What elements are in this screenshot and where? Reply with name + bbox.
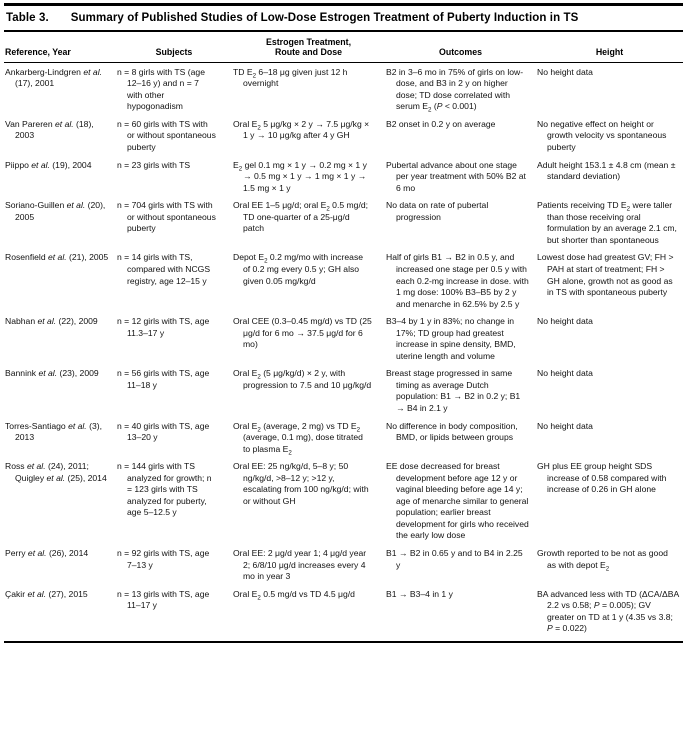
cell-outcomes: Half of girls B1 → B2 in 0.5 y, and increased one stage per 0.5 y with each 0.2-mg increase in dose. with 1 mg dose: 100% B3–B5 by 2 y and menarche in 62.5% by 2.5 y (386, 252, 529, 309)
cell-outcomes: B2 in 3–6 mo in 75% of girls on low-dose, and B3 in 2 y on higher dose; TD dose correlated with serum $E_2$ (P < 0.001) (386, 66, 524, 115)
cell-reference: Soriano-Guillen et al. (20), 2005 (5, 200, 106, 222)
cell-outcomes: No difference in body composition, BMD, or lipids between groups (386, 420, 518, 443)
cell-height: GH plus EE group height SDS increase of 0.58 compared with increase of 0.26 in GH alone (537, 461, 667, 495)
column-header-reference: Reference, Year (4, 32, 116, 62)
cell-subjects: n = 92 girls with TS, age 7–13 y (117, 547, 210, 570)
header-row (4, 32, 683, 62)
table-row (4, 117, 683, 158)
cell-treatment: Depot $E_2$ 0.2 mg/mo with increase of 0.2 mg every 0.5 y; GH also given 0.05 mg/kg/d (233, 252, 364, 286)
table-row (4, 366, 683, 418)
column-header-treatment (232, 32, 385, 62)
cell-subjects: n = 56 girls with TS, age 11–18 y (117, 368, 210, 390)
table-row (4, 419, 683, 460)
cell-outcomes: B1 → B2 in 0.65 y and to B4 in 2.25 y (386, 547, 523, 570)
cell-reference: Rosenfield et al. (21), 2005 (5, 252, 109, 263)
table-row (4, 459, 683, 546)
cell-subjects: n = 12 girls with TS, age 11.3–17 y (117, 316, 210, 338)
cell-reference: Nabhan et al. (22), 2009 (5, 316, 98, 327)
column-header-height: Height (536, 32, 683, 62)
table-bottom-rule (4, 641, 683, 643)
cell-height: Lowest dose had greatest GV; FH > PAH at start of treatment; FH > GH alone, growth not as good as in TS with spontaneous puberty (537, 252, 674, 298)
table-row (4, 587, 683, 639)
cell-subjects: n = 704 girls with TS with or without spontaneous puberty (117, 200, 216, 234)
cell-outcomes: B2 onset in 0.2 y on average (386, 118, 496, 129)
cell-subjects: n = 13 girls with TS, age 11–17 y (117, 588, 210, 611)
table-header (4, 32, 683, 62)
cell-height: No height data (537, 66, 593, 77)
cell-outcomes: B3–4 by 1 y in 83%; no change in 17%; TD group had greatest increase in spine density, BMD, uterine length and volume (386, 316, 516, 361)
table-row (4, 198, 683, 250)
cell-reference: Piippo et al. (19), 2004 (5, 159, 92, 170)
cell-subjects: n = 14 girls with TS, compared with NCGS registry, age 12–15 y (117, 252, 211, 286)
table-row (4, 62, 683, 117)
cell-subjects: n = 40 girls with TS, age 13–20 y (117, 420, 210, 443)
table-row (4, 314, 683, 366)
table-title (4, 6, 683, 30)
column-header-treatment-label: Estrogen Treatment, Route and Dose (265, 37, 352, 58)
cell-subjects: n = 23 girls with TS (117, 159, 191, 170)
cell-treatment: Oral EE: 2 μg/d year 1; 4 μg/d year 2; 6/8/10 μg/d increases every 4 mo in year 3 (233, 547, 367, 582)
table-title-text: Summary of Published Studies of Low-Dose Estrogen Treatment of Puberty Induction in TS (70, 11, 579, 24)
table-row (4, 158, 683, 199)
cell-reference: Çakir et al. (27), 2015 (5, 588, 88, 599)
cell-height: No height data (537, 316, 593, 327)
cell-outcomes: EE dose decreased for breast development before age 12 y or vaginal bleeding before age 14 y; age of menarche similar to general population; earlier breast development for girls who received the early low dose (386, 461, 529, 541)
cell-treatment: Oral $E_2$ 5 μg/kg × 2 y → 7.5 μg/kg × 1 y → 10 μg/kg after 4 y GH (233, 118, 370, 141)
cell-height: No negative effect on height or growth velocity vs spontaneous puberty (537, 118, 667, 153)
cell-treatment: Oral EE 1–5 μg/d; oral $E_2$ 0.5 mg/d; TD one-quarter of a 25-μg/d patch (233, 200, 368, 234)
cell-reference: Ankarberg-Lindgren et al. (17), 2001 (5, 66, 102, 89)
cell-height: No height data (537, 420, 593, 431)
cell-treatment: Oral CEE (0.3–0.45 mg/d) vs TD (25 μg/d for 6 mo → 37.5 μg/d for 6 mo) (233, 316, 372, 350)
cell-height: No height data (537, 368, 593, 379)
cell-outcomes: No data on rate of pubertal progression (386, 200, 489, 222)
cell-outcomes: Pubertal advance about one stage per year treatment with 50% B2 at 6 mo (386, 159, 526, 193)
cell-treatment: Oral $E_2$ (5 μg/kg/d) × 2 y, with progression to 7.5 and 10 μg/kg/d (233, 368, 372, 390)
cell-reference: Perry et al. (26), 2014 (5, 547, 89, 558)
cell-height: Growth reported to be not as good as with depot $E_2$ (537, 547, 668, 573)
table-number-label: Table 3. (6, 11, 49, 24)
cell-treatment: Oral EE: 25 ng/kg/d, 5–8 y; 50 ng/kg/d, >8–12 y; >12 y, escalating from 100 ng/kg/d; with or without GH (233, 461, 369, 506)
cell-treatment: $E_2$ gel 0.1 mg × 1 y → 0.2 mg × 1 y → 0.5 mg × 1 y → 1 mg × 1 y → 1.5 mg × 1 y (233, 159, 367, 193)
cell-height: BA advanced less with TD (ΔCA/ΔBA 2.2 vs 0.58; P = 0.005); GV greater on TD at 1 y (4.35 vs 3.8; P = 0.022) (537, 588, 679, 634)
cell-treatment: TD $E_2$ 6–18 μg given just 12 h overnight (233, 66, 348, 89)
cell-treatment: Oral $E_2$ (average, 2 mg) vs TD $E_2$ (average, 0.1 mg), dose titrated to plasma $E_2$ (233, 420, 363, 457)
cell-height: Adult height 153.1 ± 4.8 cm (mean ± standard deviation) (537, 159, 676, 182)
cell-subjects: n = 144 girls with TS analyzed for growth; n = 123 girls with TS analyzed for puberty, age 5–12.5 y (117, 461, 212, 518)
cell-reference: Bannink et al. (23), 2009 (5, 368, 99, 379)
table-body (4, 62, 683, 639)
table-row (4, 546, 683, 587)
cell-reference: Ross et al. (24), 2011; Quigley et al. (25), 2014 (5, 461, 107, 483)
cell-subjects: n = 8 girls with TS (age 12–16 y) and n = 7 with other hypogonadism (117, 66, 205, 112)
cell-height: Patients receiving TD $E_2$ were taller than those receiving oral formulation by an average 2.1 cm, but shorter than spontaneous (537, 200, 677, 245)
cell-outcomes: Breast stage progressed in same timing as average Dutch population: B1 → B2 in 0.2 y; B1 → B4 in 2.1 y (386, 368, 521, 413)
table-row (4, 250, 683, 314)
studies-table (4, 32, 683, 639)
cell-treatment: Oral $E_2$ 0.5 mg/d vs TD 4.5 μg/d (233, 588, 355, 602)
column-header-subjects: Subjects (116, 32, 232, 62)
cell-reference: Torres-Santiago et al. (3), 2013 (5, 420, 102, 443)
cell-outcomes: B1 → B3–4 in 1 y (386, 588, 453, 599)
cell-subjects: n = 60 girls with TS with or without spontaneous puberty (117, 118, 216, 153)
column-header-outcomes: Outcomes (385, 32, 536, 62)
cell-reference: Van Pareren et al. (18), 2003 (5, 118, 94, 141)
